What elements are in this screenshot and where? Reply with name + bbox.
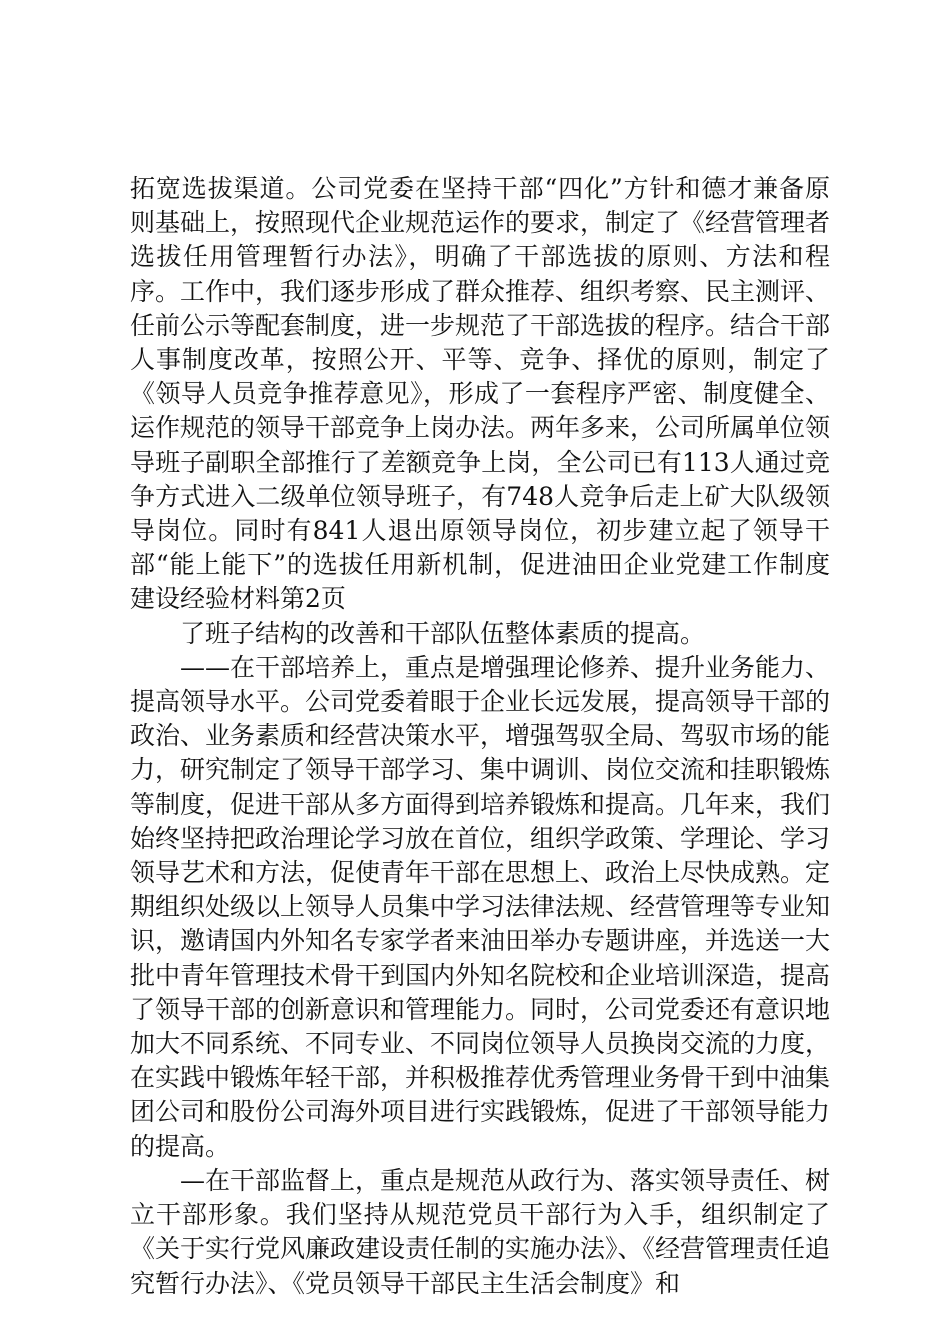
document-body xyxy=(130,172,830,1301)
paragraph-cadre-training: ——在干部培养上，重点是增强理论修养、提升业务能力、提高领导水平。公司党委着眼于企业长远发展，提高领导干部的政治、业务素质和经营决策水平，增强驾驭全局、驾驭市场的能力，研究制定了领导干部学习、集中调训、岗位交流和挂职锻炼等制度，促进干部从多方面得到培养锻炼和提高。几年来，我们始终坚持把政治理论学习放在首位，组织学政策、学理论、学习领导艺术和方法，促使青年干部在思想上、政治上尽快成熟。定期组织处级以上领导人员集中学习法律法规、经营管理等专业知识，邀请国内外知名专家学者来油田举办专题讲座，并选送一大批中青年管理技术骨干到国内外知名院校和企业培训深造，提高了领导干部的创新意识和管理能力。同时，公司党委还有意识地加大不同系统、不同专业、不同岗位领导人员换岗交流的力度，在实践中锻炼年轻干部，并积极推荐优秀管理业务骨干到中油集团公司和股份公司海外项目进行实践锻炼，促进了干部领导能力的提高。 xyxy=(130,652,831,1161)
paragraph-team-structure: 了班子结构的改善和干部队伍整体素质的提高。 xyxy=(180,618,706,648)
paragraph-cadre-supervision: —在干部监督上，重点是规范从政行为、落实领导责任、树立干部形象。我们坚持从规范党员干部行为入手，组织制定了《关于实行党风廉政建设责任制的实施办法》、《经营管理责任追究暂行办法》、《党员领导干部民主生活会制度》和 xyxy=(130,1165,831,1298)
paragraph-selection-channels: 拓宽选拔渠道。公司党委在坚持干部“四化”方针和德才兼备原则基础上，按照现代企业规范运作的要求，制定了《经营管理者选拔任用管理暂行办法》，明确了干部选拔的原则、方法和程序。工作中，我们逐步形成了群众推荐、组织考察、民主测评、任前公示等配套制度，进一步规范了干部选拔的程序。结合干部人事制度改革，按照公开、平等、竞争、择优的原则，制定了《领导人员竞争推荐意见》，形成了一套程序严密、制度健全、运作规范的领导干部竞争上岗办法。两年多来，公司所属单位领导班子副职全部推行了差额竞争上岗，全公司已有113人通过竞争方式进入二级单位领导班子，有748人竞争后走上矿大队级领导岗位。同时有841人退出原领导岗位，初步建立起了领导干部“能上能下”的选拔任用新机制，促进油田企业党建工作制度建设经验材料第2页 xyxy=(130,174,831,614)
